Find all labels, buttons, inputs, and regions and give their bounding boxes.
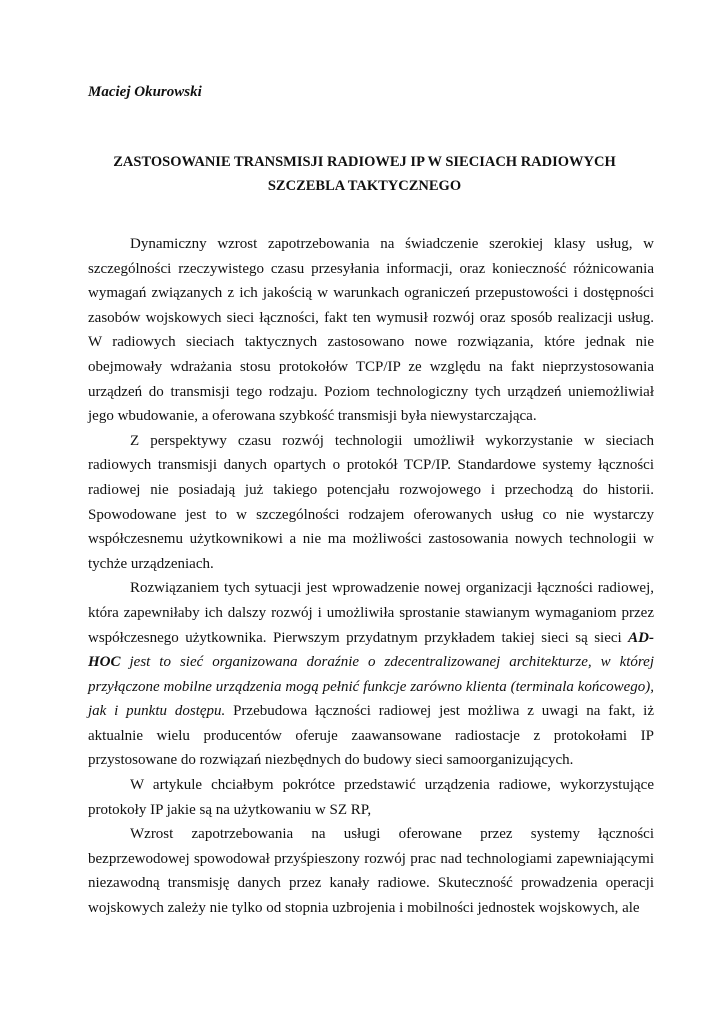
paragraph-3 [88,576,654,773]
title-line-1: ZASTOSOWANIE TRANSMISJI RADIOWEJ IP W SIECIACH RADIOWYCH [113,154,616,170]
paragraph-2: Z perspektywy czasu rozwój technologii umożliwił wykorzystanie w sieciach radiowych transmisji danych opartych o protokół TCP/IP. Standardowe systemy łączności radiowej nie posiadają już takiego potencjału rozwojowego i przechodzą do historii. Spowodowane jest to w szczególności rodzajem oferowanych usług co nie wystarczy współczesnemu użytkownikowi a nie ma możliwości zastosowania nowych technologii w tychże urządzeniach. [88,432,654,572]
paragraph-3-continuation: Przebudowa łączności radiowej jest możliwa z uwagi na fakt, iż aktualnie wielu producentów oferuje zaawansowane radiostacje z protokołami IP przystosowane do rozwiązań niezbędnych do budowy sieci samoorganizujących. [88,703,654,769]
paragraph-4: W artykule chciałbym pokrótce przedstawić urządzenia radiowe, wykorzystujące protokoły IP jakie są na użytkowaniu w SZ RP, [88,777,654,818]
paragraph-5: Wzrost zapotrzebowania na usługi oferowane przez systemy łączności bezprzewodowej spowodował przyśpieszony rozwój prac nad technologiami zapewniającymi niezawodną transmisję danych przez kanały radiowe. Skuteczność prowadzenia operacji wojskowych zależy nie tylko od stopnia uzbrojenia i mobilności jednostek wojskowych, ale [88,826,654,917]
author-name: Maciej Okurowski [88,84,202,100]
ad-hoc-definition: jest to sieć organizowana doraźnie o zdecentralizowanej architekturze, w której przyłączone mobilne urządzenia mogą pełnić funkcje zarówno klienta (terminala końcowego), jak i punktu dostępu. [88,654,654,720]
title-line-2: SZCZEBLA TAKTYCZNEGO [267,178,462,194]
paragraph-3-text: Rozwiązaniem tych sytuacji jest wprowadzenie nowej organizacji łączności radiowej, która zapewniłaby ich dalszy rozwój i umożliwiła sprostanie stawianym wymaganiom przez współczesnego użytkownika. Pierwszym przydatnym przykładem takiej sieci są sieci [88,580,654,646]
article-title [88,150,641,198]
ad-hoc-term: AD-HOC [88,629,654,671]
article-body [88,232,654,921]
paragraph-1: Dynamiczny wzrost zapotrzebowania na świadczenie szerokiej klasy usług, w szczególności rzeczywistego czasu przesyłania informacji, oraz konieczność różnicowania wymagań związanych z ich jakością w warunkach ograniczeń przepustowości i dostępności zasobów wojskowych sieci łączności, fakt ten wymusił rozwój oraz sposób realizacji usług. W radiowych sieciach taktycznych zastosowano nowe rozwiązania, które jednak nie obejmowały wdrażania stosu protokołów TCP/IP ze względu na fakt nieprzystosowania urządzeń do transmisji tego rodzaju. Poziom technologiczny tych urządzeń uniemożliwiał jego wbudowanie, a oferowana szybkość transmisji była niewystarczająca. [88,236,654,425]
